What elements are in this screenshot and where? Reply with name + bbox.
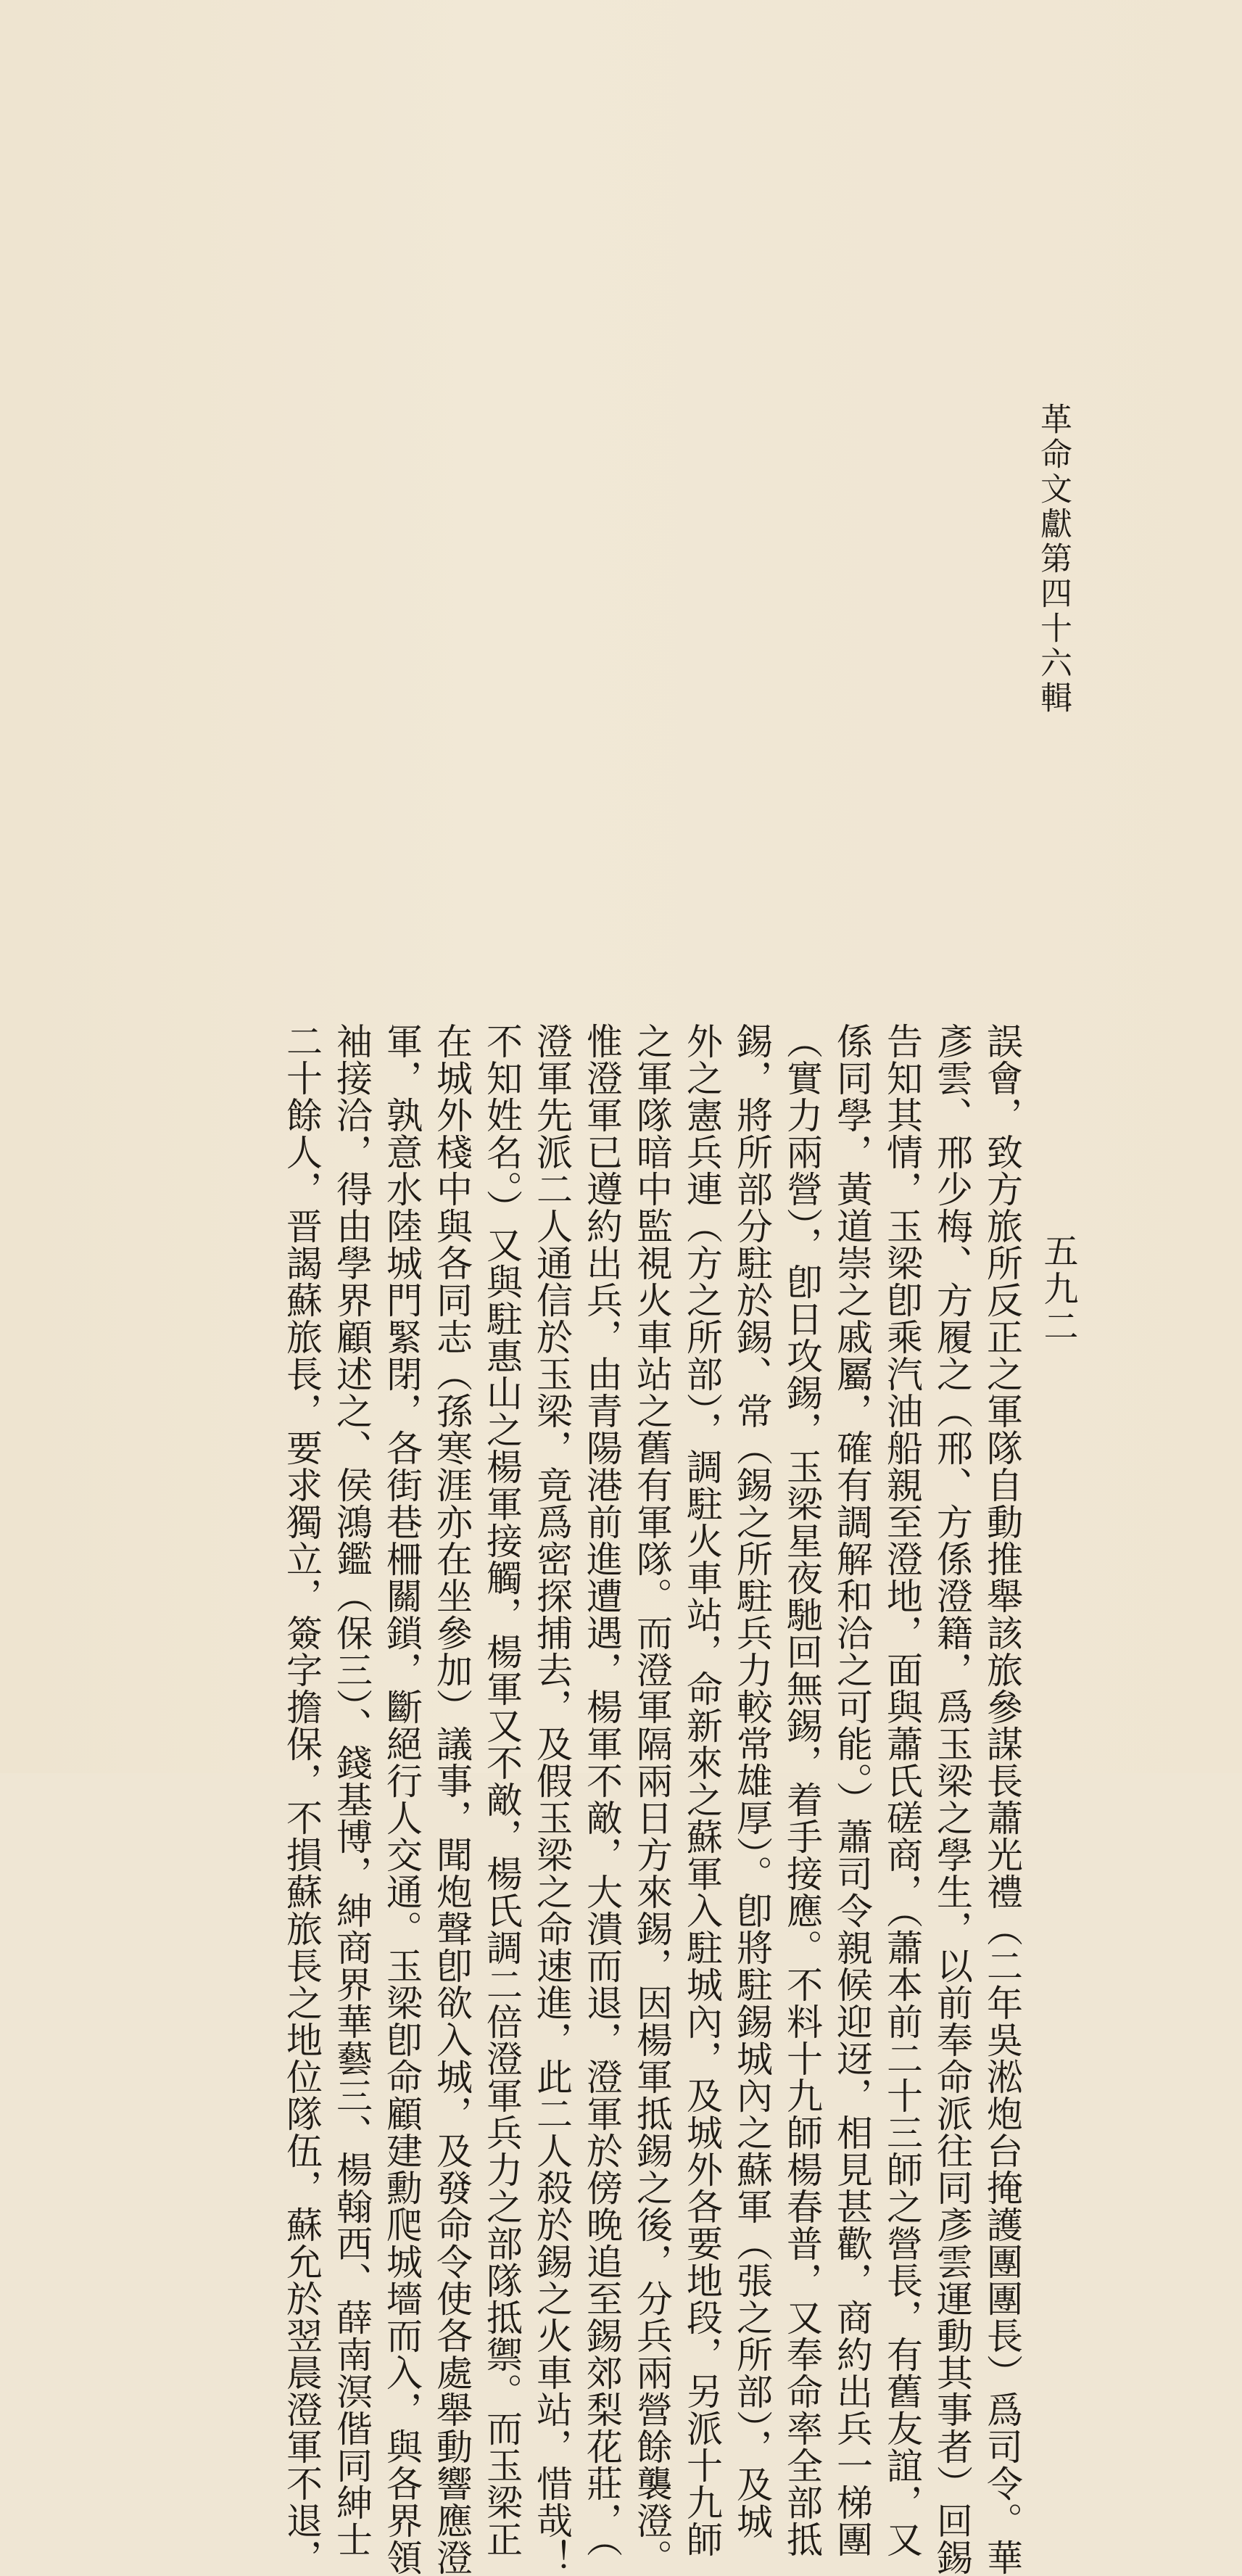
text-column: 軍，孰意水陸城門緊閉，各街巷柵關鎖，斷絕行人交通。玉梁卽命顧建勳爬城墻而入，與各界領 — [381, 1023, 423, 2576]
text-column: 惟澄軍已遵約出兵，由青陽港前進遭遇，楊軍不敵，大潰而退，澄軍於傍晚追至錫郊梨花莊，（ — [581, 1023, 623, 2558]
text-column: 袖接洽，得由學界顧述之、侯鴻鑑（保三）、錢基博，紳商界華藝三、楊翰西、薛南溟偕同紳士 — [331, 1023, 373, 2558]
text-column: 在城外棧中與各同志（孫寒涯亦在坐參加）議事，聞炮聲卽欲入城，及發命令使各處舉動響應澄 — [431, 1023, 473, 2576]
text-column: （實力兩營），卽日攻錫，玉梁星夜馳回無錫，着手接應。不料十九師楊春普，又奉命率全部抵 — [781, 1023, 823, 2558]
text-column: 澄軍先派二人通信於玉梁，竟爲密探捕去，及假玉梁之命速進，此二人殺於錫之火車站，惜哉！ — [531, 1023, 573, 2576]
running-header-title: 革命文獻第四十六輯 — [1035, 402, 1072, 716]
page-number: 五九二 — [1038, 1233, 1078, 1346]
body-text — [218, 1023, 1027, 2576]
text-column: 彥雲、邢少梅、方履之（邢、方係澄籍，爲玉梁之學生，以前奉命派往同彥雲運動其事者）回錫 — [931, 1023, 973, 2576]
text-column: 外之憲兵連（方之所部），調駐火車站，命新來之蘇軍入駐城內，及城外各要地段，另派十九師 — [681, 1023, 723, 2558]
text-column: 告知其情，玉梁卽乘汽油船親至澄地，面與蕭氏磋商，（蕭本前二十三師之營長，有舊友誼，又 — [881, 1023, 923, 2558]
text-column: 不知姓名。）又與駐惠山之楊軍接觸，楊軍又不敵，楊氏調二倍澄軍兵力之部隊抵禦。而玉梁正 — [481, 1023, 523, 2558]
text-column: 錫，將所部分駐於錫、常（錫之所駐兵力較常雄厚）。卽將駐錫城內之蘇軍（張之所部），及城 — [731, 1023, 773, 2540]
text-column: 係同學，黃道崇之戚屬，確有調解和洽之可能。）蕭司令親候迎迓，相見甚歡，商約出兵一梯團 — [831, 1023, 873, 2558]
text-column: 之軍隊暗中監視火車站之舊有軍隊。而澄軍隔兩日方來錫，因楊軍抵錫之後，分兵兩營餘襲澄。 — [631, 1023, 673, 2576]
text-column: 二十餘人，晋謁蘇旅長，要求獨立，簽字擔保，不損蘇旅長之地位隊伍，蘇允於翌晨澄軍不退， — [281, 1023, 323, 2576]
text-column: 誤會，致方旅所反正之軍隊自動推舉該旅參謀長蕭光禮（二年吳淞炮台掩護團團長）爲司令。華 — [981, 1023, 1023, 2576]
